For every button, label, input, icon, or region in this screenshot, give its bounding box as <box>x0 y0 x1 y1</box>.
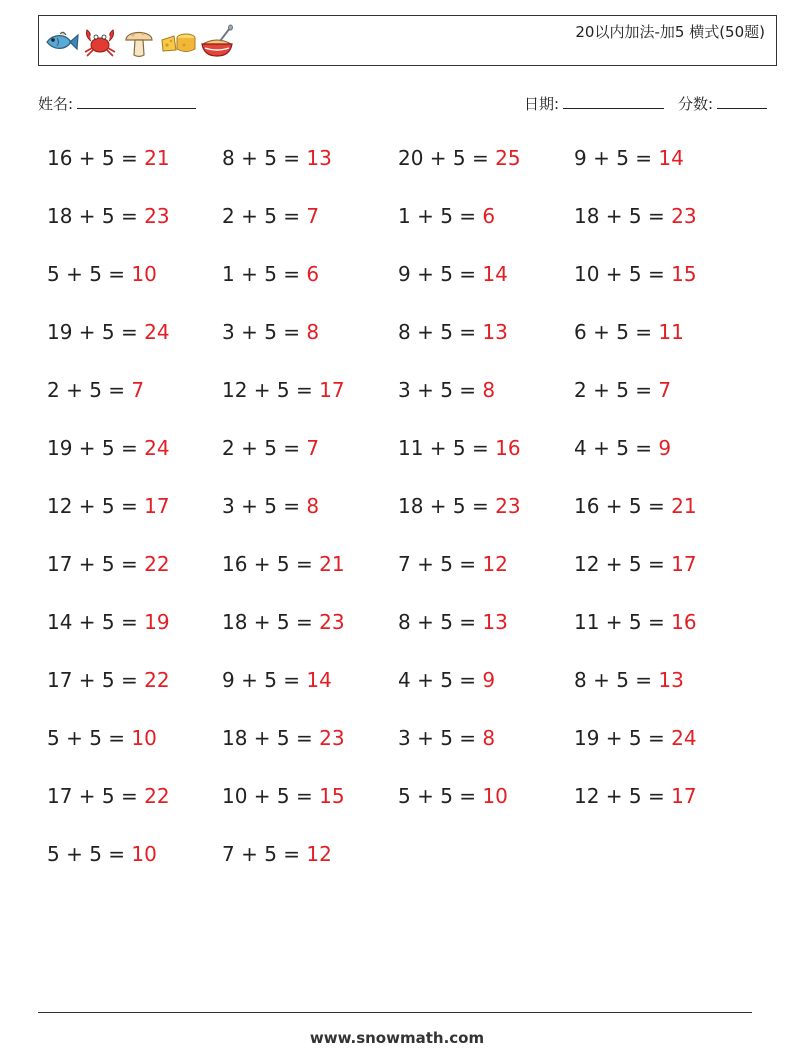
problem-question: 16 + 5 = <box>47 146 145 170</box>
problem-item <box>47 262 157 286</box>
problem-answer: 7 <box>306 436 320 460</box>
problem-item <box>222 552 345 576</box>
problem-question: 9 + 5 = <box>574 146 659 170</box>
problem-item <box>574 204 697 228</box>
problem-question: 7 + 5 = <box>222 842 307 866</box>
problem-question: 12 + 5 = <box>574 784 672 808</box>
problem-item <box>398 262 508 286</box>
problem-item <box>398 204 495 228</box>
problem-question: 7 + 5 = <box>398 552 483 576</box>
problem-question: 2 + 5 = <box>222 436 307 460</box>
problem-item <box>574 320 684 344</box>
problem-answer: 8 <box>482 378 496 402</box>
problem-item <box>574 552 697 576</box>
problem-answer: 16 <box>495 436 521 460</box>
problem-question: 3 + 5 = <box>398 726 483 750</box>
problem-answer: 24 <box>144 320 170 344</box>
problem-question: 20 + 5 = <box>398 146 496 170</box>
score-blank[interactable] <box>717 94 767 109</box>
problem-question: 16 + 5 = <box>222 552 320 576</box>
problem-item <box>47 494 170 518</box>
problem-answer: 24 <box>144 436 170 460</box>
problem-item <box>398 378 495 402</box>
problem-question: 5 + 5 = <box>47 262 132 286</box>
problem-answer: 10 <box>131 262 157 286</box>
date-field <box>524 93 664 114</box>
problem-answer: 24 <box>671 726 697 750</box>
problem-answer: 23 <box>319 610 345 634</box>
problem-answer: 21 <box>319 552 345 576</box>
problem-item <box>47 784 170 808</box>
problem-question: 18 + 5 = <box>222 726 320 750</box>
problem-question: 12 + 5 = <box>47 494 145 518</box>
problem-answer: 8 <box>306 320 320 344</box>
problem-question: 18 + 5 = <box>398 494 496 518</box>
problem-item <box>398 668 495 692</box>
problem-question: 12 + 5 = <box>574 552 672 576</box>
problem-question: 11 + 5 = <box>398 436 496 460</box>
problem-question: 4 + 5 = <box>398 668 483 692</box>
problem-item <box>574 146 684 170</box>
problem-item <box>47 842 157 866</box>
problem-answer: 15 <box>671 262 697 286</box>
problem-question: 3 + 5 = <box>222 494 307 518</box>
problem-answer: 10 <box>131 726 157 750</box>
problem-answer: 25 <box>495 146 521 170</box>
name-blank[interactable] <box>77 94 196 109</box>
problem-question: 19 + 5 = <box>47 436 145 460</box>
problem-answer: 17 <box>319 378 345 402</box>
problem-question: 1 + 5 = <box>398 204 483 228</box>
problem-answer: 8 <box>306 494 320 518</box>
problem-item <box>222 262 319 286</box>
problem-item <box>574 784 697 808</box>
problem-question: 11 + 5 = <box>574 610 672 634</box>
problem-answer: 13 <box>482 610 508 634</box>
problem-answer: 16 <box>671 610 697 634</box>
problem-item <box>222 842 332 866</box>
problem-item <box>47 668 170 692</box>
problem-answer: 6 <box>306 262 320 286</box>
problem-question: 19 + 5 = <box>574 726 672 750</box>
footer-url: www.snowmath.com <box>309 1029 485 1047</box>
problem-answer: 23 <box>144 204 170 228</box>
problem-answer: 7 <box>306 204 320 228</box>
score-field <box>678 93 767 114</box>
fish-icon <box>43 24 79 60</box>
problem-question: 2 + 5 = <box>47 378 132 402</box>
problem-item <box>47 436 170 460</box>
problem-item <box>574 378 671 402</box>
problem-question: 6 + 5 = <box>574 320 659 344</box>
problem-answer: 23 <box>495 494 521 518</box>
problem-answer: 7 <box>658 378 672 402</box>
problem-answer: 9 <box>482 668 496 692</box>
problem-question: 10 + 5 = <box>222 784 320 808</box>
worksheet-header <box>38 15 777 66</box>
problem-answer: 13 <box>306 146 332 170</box>
problem-item <box>47 204 170 228</box>
problem-answer: 11 <box>658 320 684 344</box>
date-label: 日期: <box>524 95 560 113</box>
problem-answer: 22 <box>144 784 170 808</box>
problem-question: 17 + 5 = <box>47 552 145 576</box>
name-label: 姓名: <box>38 95 74 113</box>
problem-item <box>398 436 521 460</box>
problem-answer: 17 <box>671 552 697 576</box>
problem-item <box>574 726 697 750</box>
problem-item <box>222 610 345 634</box>
score-label: 分数: <box>678 95 714 113</box>
problem-answer: 23 <box>671 204 697 228</box>
problem-item <box>47 378 144 402</box>
problem-question: 17 + 5 = <box>47 668 145 692</box>
icon-strip <box>43 22 235 62</box>
problem-question: 19 + 5 = <box>47 320 145 344</box>
problem-item <box>398 320 508 344</box>
problem-answer: 9 <box>658 436 672 460</box>
crab-icon <box>82 24 118 60</box>
problem-item <box>222 204 319 228</box>
problem-answer: 17 <box>671 784 697 808</box>
problem-item <box>47 552 170 576</box>
problem-answer: 22 <box>144 668 170 692</box>
problem-question: 9 + 5 = <box>222 668 307 692</box>
cheese-icon <box>160 24 196 60</box>
problem-item <box>222 378 345 402</box>
problem-question: 2 + 5 = <box>222 204 307 228</box>
problem-item <box>222 320 319 344</box>
problem-answer: 12 <box>306 842 332 866</box>
problem-question: 8 + 5 = <box>222 146 307 170</box>
problem-question: 5 + 5 = <box>398 784 483 808</box>
problem-question: 12 + 5 = <box>222 378 320 402</box>
problem-question: 8 + 5 = <box>398 610 483 634</box>
problem-question: 3 + 5 = <box>398 378 483 402</box>
problem-answer: 19 <box>144 610 170 634</box>
problem-question: 5 + 5 = <box>47 842 132 866</box>
problem-item <box>398 494 521 518</box>
problem-item <box>574 668 684 692</box>
problem-answer: 17 <box>144 494 170 518</box>
problem-question: 18 + 5 = <box>222 610 320 634</box>
name-field <box>38 93 196 114</box>
problem-item <box>398 552 508 576</box>
problem-answer: 21 <box>144 146 170 170</box>
problem-question: 18 + 5 = <box>574 204 672 228</box>
problem-question: 2 + 5 = <box>574 378 659 402</box>
problem-item <box>47 146 170 170</box>
problem-answer: 13 <box>658 668 684 692</box>
footer-divider <box>38 1012 752 1013</box>
problem-item <box>222 494 319 518</box>
problem-question: 10 + 5 = <box>574 262 672 286</box>
problem-answer: 13 <box>482 320 508 344</box>
date-blank[interactable] <box>563 94 664 109</box>
problem-answer: 6 <box>482 204 496 228</box>
problem-item <box>222 726 345 750</box>
problem-item <box>47 610 170 634</box>
problem-answer: 14 <box>306 668 332 692</box>
problem-answer: 7 <box>131 378 145 402</box>
problem-item <box>47 726 157 750</box>
problem-item <box>222 146 332 170</box>
problem-answer: 22 <box>144 552 170 576</box>
problem-answer: 14 <box>658 146 684 170</box>
problem-question: 1 + 5 = <box>222 262 307 286</box>
problem-item <box>574 494 697 518</box>
problem-item <box>398 726 495 750</box>
problem-question: 8 + 5 = <box>398 320 483 344</box>
problem-question: 4 + 5 = <box>574 436 659 460</box>
problem-question: 18 + 5 = <box>47 204 145 228</box>
problem-answer: 12 <box>482 552 508 576</box>
problem-item <box>222 784 345 808</box>
problem-answer: 14 <box>482 262 508 286</box>
problem-answer: 23 <box>319 726 345 750</box>
problem-item <box>222 668 332 692</box>
problem-item <box>398 610 508 634</box>
problem-answer: 10 <box>131 842 157 866</box>
problem-question: 5 + 5 = <box>47 726 132 750</box>
problem-question: 8 + 5 = <box>574 668 659 692</box>
food-bowl-icon <box>199 24 235 60</box>
mushroom-icon <box>121 24 157 60</box>
problem-question: 17 + 5 = <box>47 784 145 808</box>
problem-item <box>398 146 521 170</box>
worksheet-title: 20以内加法-加5 横式(50题) <box>575 23 765 41</box>
problem-answer: 10 <box>482 784 508 808</box>
problem-question: 3 + 5 = <box>222 320 307 344</box>
problem-item <box>574 262 697 286</box>
problem-answer: 15 <box>319 784 345 808</box>
problem-question: 9 + 5 = <box>398 262 483 286</box>
problem-answer: 21 <box>671 494 697 518</box>
problem-question: 16 + 5 = <box>574 494 672 518</box>
problem-answer: 8 <box>482 726 496 750</box>
problem-item <box>574 610 697 634</box>
problem-item <box>574 436 671 460</box>
problem-item <box>47 320 170 344</box>
problem-item <box>222 436 319 460</box>
problem-question: 14 + 5 = <box>47 610 145 634</box>
problem-item <box>398 784 508 808</box>
